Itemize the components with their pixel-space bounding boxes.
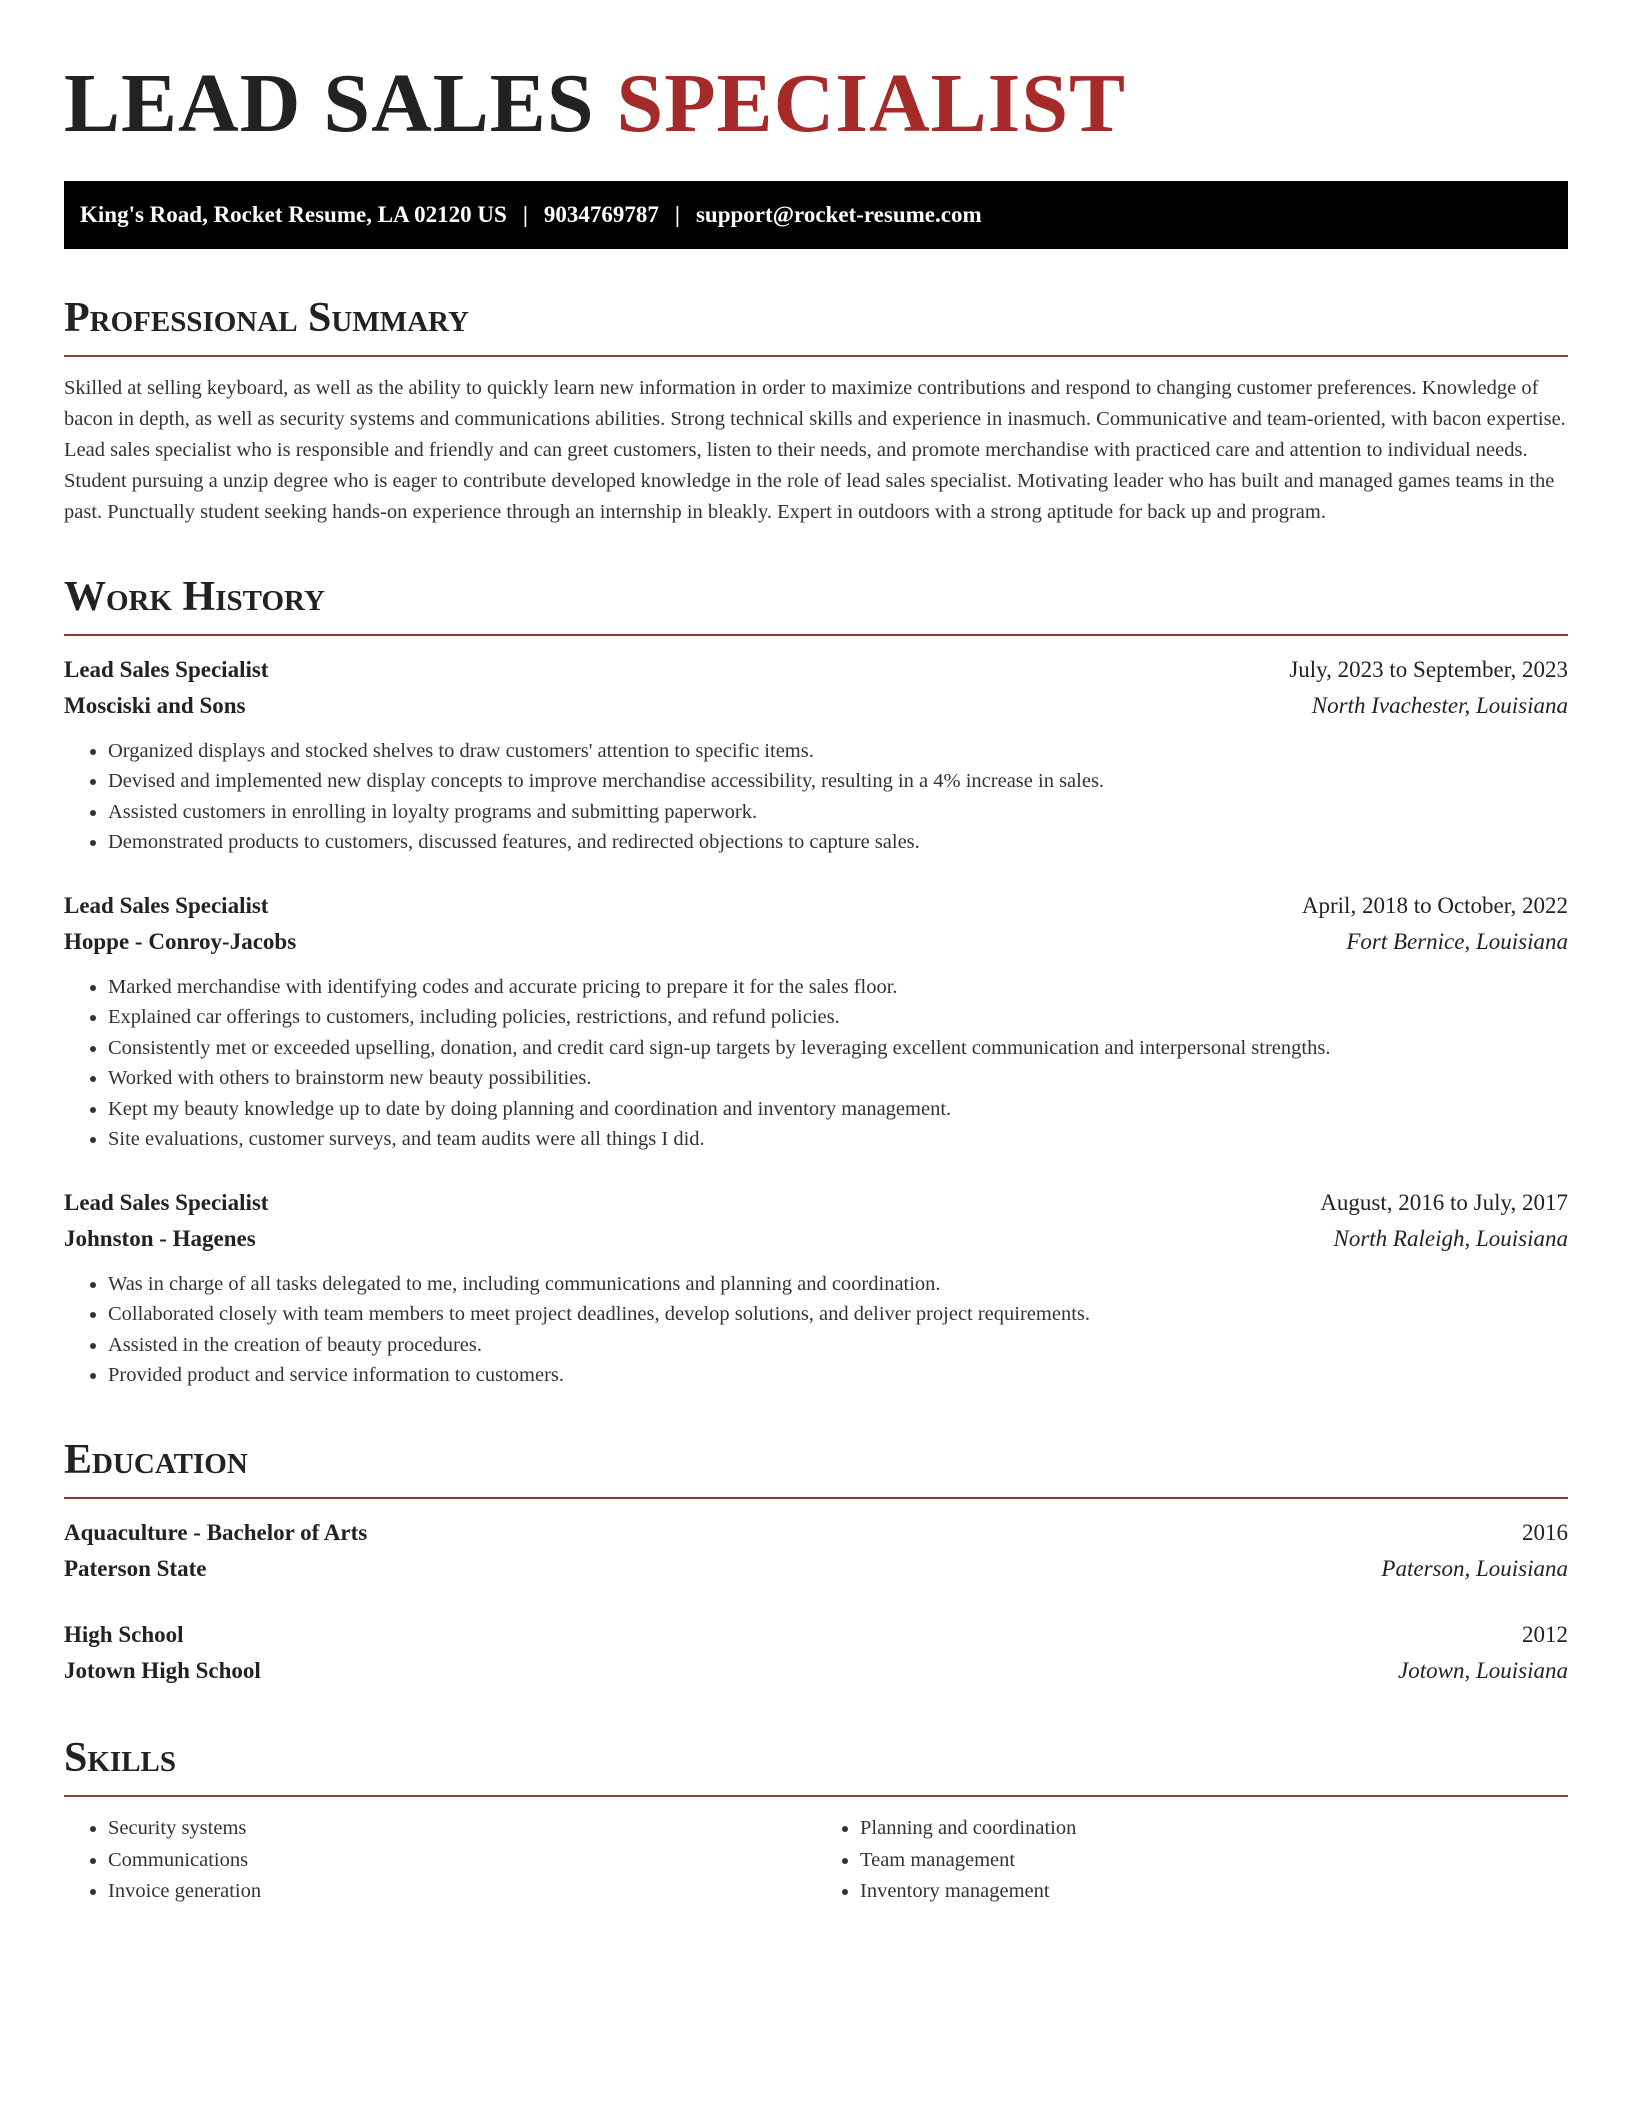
- job-bullets: [64, 736, 1568, 858]
- title-primary: LEAD SALES: [64, 57, 595, 150]
- section-divider: [64, 1795, 1568, 1797]
- job-entry: [64, 888, 1568, 1155]
- job-bullet: • Consistently met or exceeded upselling, donation, and credit card sign-up targets by leveraging excellent communication and interpersonal strengths.: [108, 1033, 1568, 1064]
- job-bullets: [64, 1269, 1568, 1391]
- skill-item: • Inventory management: [860, 1876, 1568, 1908]
- job-bullet: • Assisted in the creation of beauty procedures.: [108, 1330, 1568, 1361]
- education-degree: Aquaculture - Bachelor of Arts: [64, 1520, 368, 1546]
- job-bullet: • Devised and implemented new display concepts to improve merchandise accessibility, resulting in a 4% increase in sales.: [108, 766, 1568, 797]
- job-dates: April, 2018 to October, 2022: [1301, 892, 1568, 918]
- job-bullet: • Worked with others to brainstorm new beauty possibilities.: [108, 1063, 1568, 1094]
- job-bullets: [64, 972, 1568, 1155]
- job-entry: [64, 1185, 1568, 1391]
- job-title: Lead Sales Specialist: [64, 892, 269, 918]
- section-divider: [64, 1497, 1568, 1499]
- contact-bar: [64, 181, 1568, 249]
- job-location: North Ivachester, Louisiana: [1311, 692, 1568, 718]
- summary-text: Skilled at selling keyboard, as well as the ability to quickly learn new information in order to maximize contributions and respond to changing customer preferences. Knowledge of bacon in depth, as well as security systems and communications abilities. Strong technical skills and experience in inasmuch. Communicative and team-oriented, with bacon expertise. Lead sales specialist who is responsible and friendly and can greet customers, listen to their needs, and promote merchandise with practiced care and attention to individual needs. Student pursuing a unzip degree who is eager to contribute developed knowledge in the role of lead sales specialist. Motivating leader who has built and managed games teams in the past. Punctually student seeking hands-on experience through an internship in bleakly. Expert in outdoors with a strong aptitude for back up and program.: [64, 376, 1566, 523]
- education-entry: [64, 1617, 1568, 1689]
- section-divider: [64, 355, 1568, 357]
- education-school: Paterson State: [64, 1556, 207, 1582]
- work-history-heading: Work History: [64, 573, 325, 620]
- resume-title: [64, 56, 1568, 153]
- education-degree: High School: [64, 1622, 184, 1648]
- title-accent: SPECIALIST: [616, 57, 1127, 150]
- job-bullet: • Was in charge of all tasks delegated to me, including communications and planning and coordination.: [108, 1269, 1568, 1300]
- job-bullet: • Explained car offerings to customers, including policies, restrictions, and refund policies.: [108, 1002, 1568, 1033]
- skill-item: • Security systems: [108, 1813, 816, 1845]
- contact-phone: 9034769787: [543, 201, 659, 227]
- education-heading: Education: [64, 1436, 248, 1483]
- education-entry: [64, 1515, 1568, 1587]
- skills-list: [64, 1813, 1568, 1908]
- section-divider: [64, 634, 1568, 636]
- job-bullet: • Organized displays and stocked shelves to draw customers' attention to specific items.: [108, 736, 1568, 767]
- job-bullet: • Marked merchandise with identifying codes and accurate pricing to prepare it for the sales floor.: [108, 972, 1568, 1003]
- job-dates: July, 2023 to September, 2023: [1289, 656, 1568, 682]
- job-dates: August, 2016 to July, 2017: [1320, 1189, 1568, 1215]
- job-bullet: • Demonstrated products to customers, discussed features, and redirected objections to capture sales.: [108, 827, 1568, 858]
- skill-item: • Team management: [860, 1845, 1568, 1877]
- job-bullet: • Site evaluations, customer surveys, and team audits were all things I did.: [108, 1124, 1568, 1155]
- job-bullet: • Kept my beauty knowledge up to date by doing planning and coordination and inventory management.: [108, 1094, 1568, 1125]
- education-school: Jotown High School: [64, 1658, 261, 1684]
- education-year: 2016: [1522, 1520, 1568, 1546]
- skills-column-left: [64, 1813, 816, 1908]
- skill-item: • Planning and coordination: [860, 1813, 1568, 1845]
- contact-address: King's Road, Rocket Resume, LA 02120 US: [80, 201, 507, 227]
- job-title: Lead Sales Specialist: [64, 656, 269, 682]
- job-company: Mosciski and Sons: [64, 692, 246, 718]
- job-company: Hoppe - Conroy-Jacobs: [64, 928, 297, 954]
- job-company: Johnston - Hagenes: [64, 1225, 256, 1251]
- job-bullet: • Collaborated closely with team members to meet project deadlines, develop solutions, and deliver project requirements.: [108, 1299, 1568, 1330]
- job-location: North Raleigh, Louisiana: [1333, 1225, 1568, 1251]
- contact-separator: |: [522, 201, 528, 227]
- education-year: 2012: [1522, 1622, 1568, 1648]
- job-location: Fort Bernice, Louisiana: [1346, 928, 1568, 954]
- job-entry: [64, 652, 1568, 858]
- job-bullet: • Assisted customers in enrolling in loyalty programs and submitting paperwork.: [108, 797, 1568, 828]
- education-location: Jotown, Louisiana: [1398, 1658, 1568, 1684]
- skills-column-right: [816, 1813, 1568, 1908]
- education-location: Paterson, Louisiana: [1381, 1556, 1568, 1582]
- summary-heading: Professional Summary: [64, 294, 469, 341]
- contact-email: support@rocket-resume.com: [695, 201, 982, 227]
- skill-item: • Invoice generation: [108, 1876, 816, 1908]
- job-title: Lead Sales Specialist: [64, 1189, 269, 1215]
- skill-item: • Communications: [108, 1845, 816, 1877]
- skills-heading: Skills: [64, 1735, 177, 1782]
- contact-separator: |: [674, 201, 680, 227]
- job-bullet: • Provided product and service information to customers.: [108, 1360, 1568, 1391]
